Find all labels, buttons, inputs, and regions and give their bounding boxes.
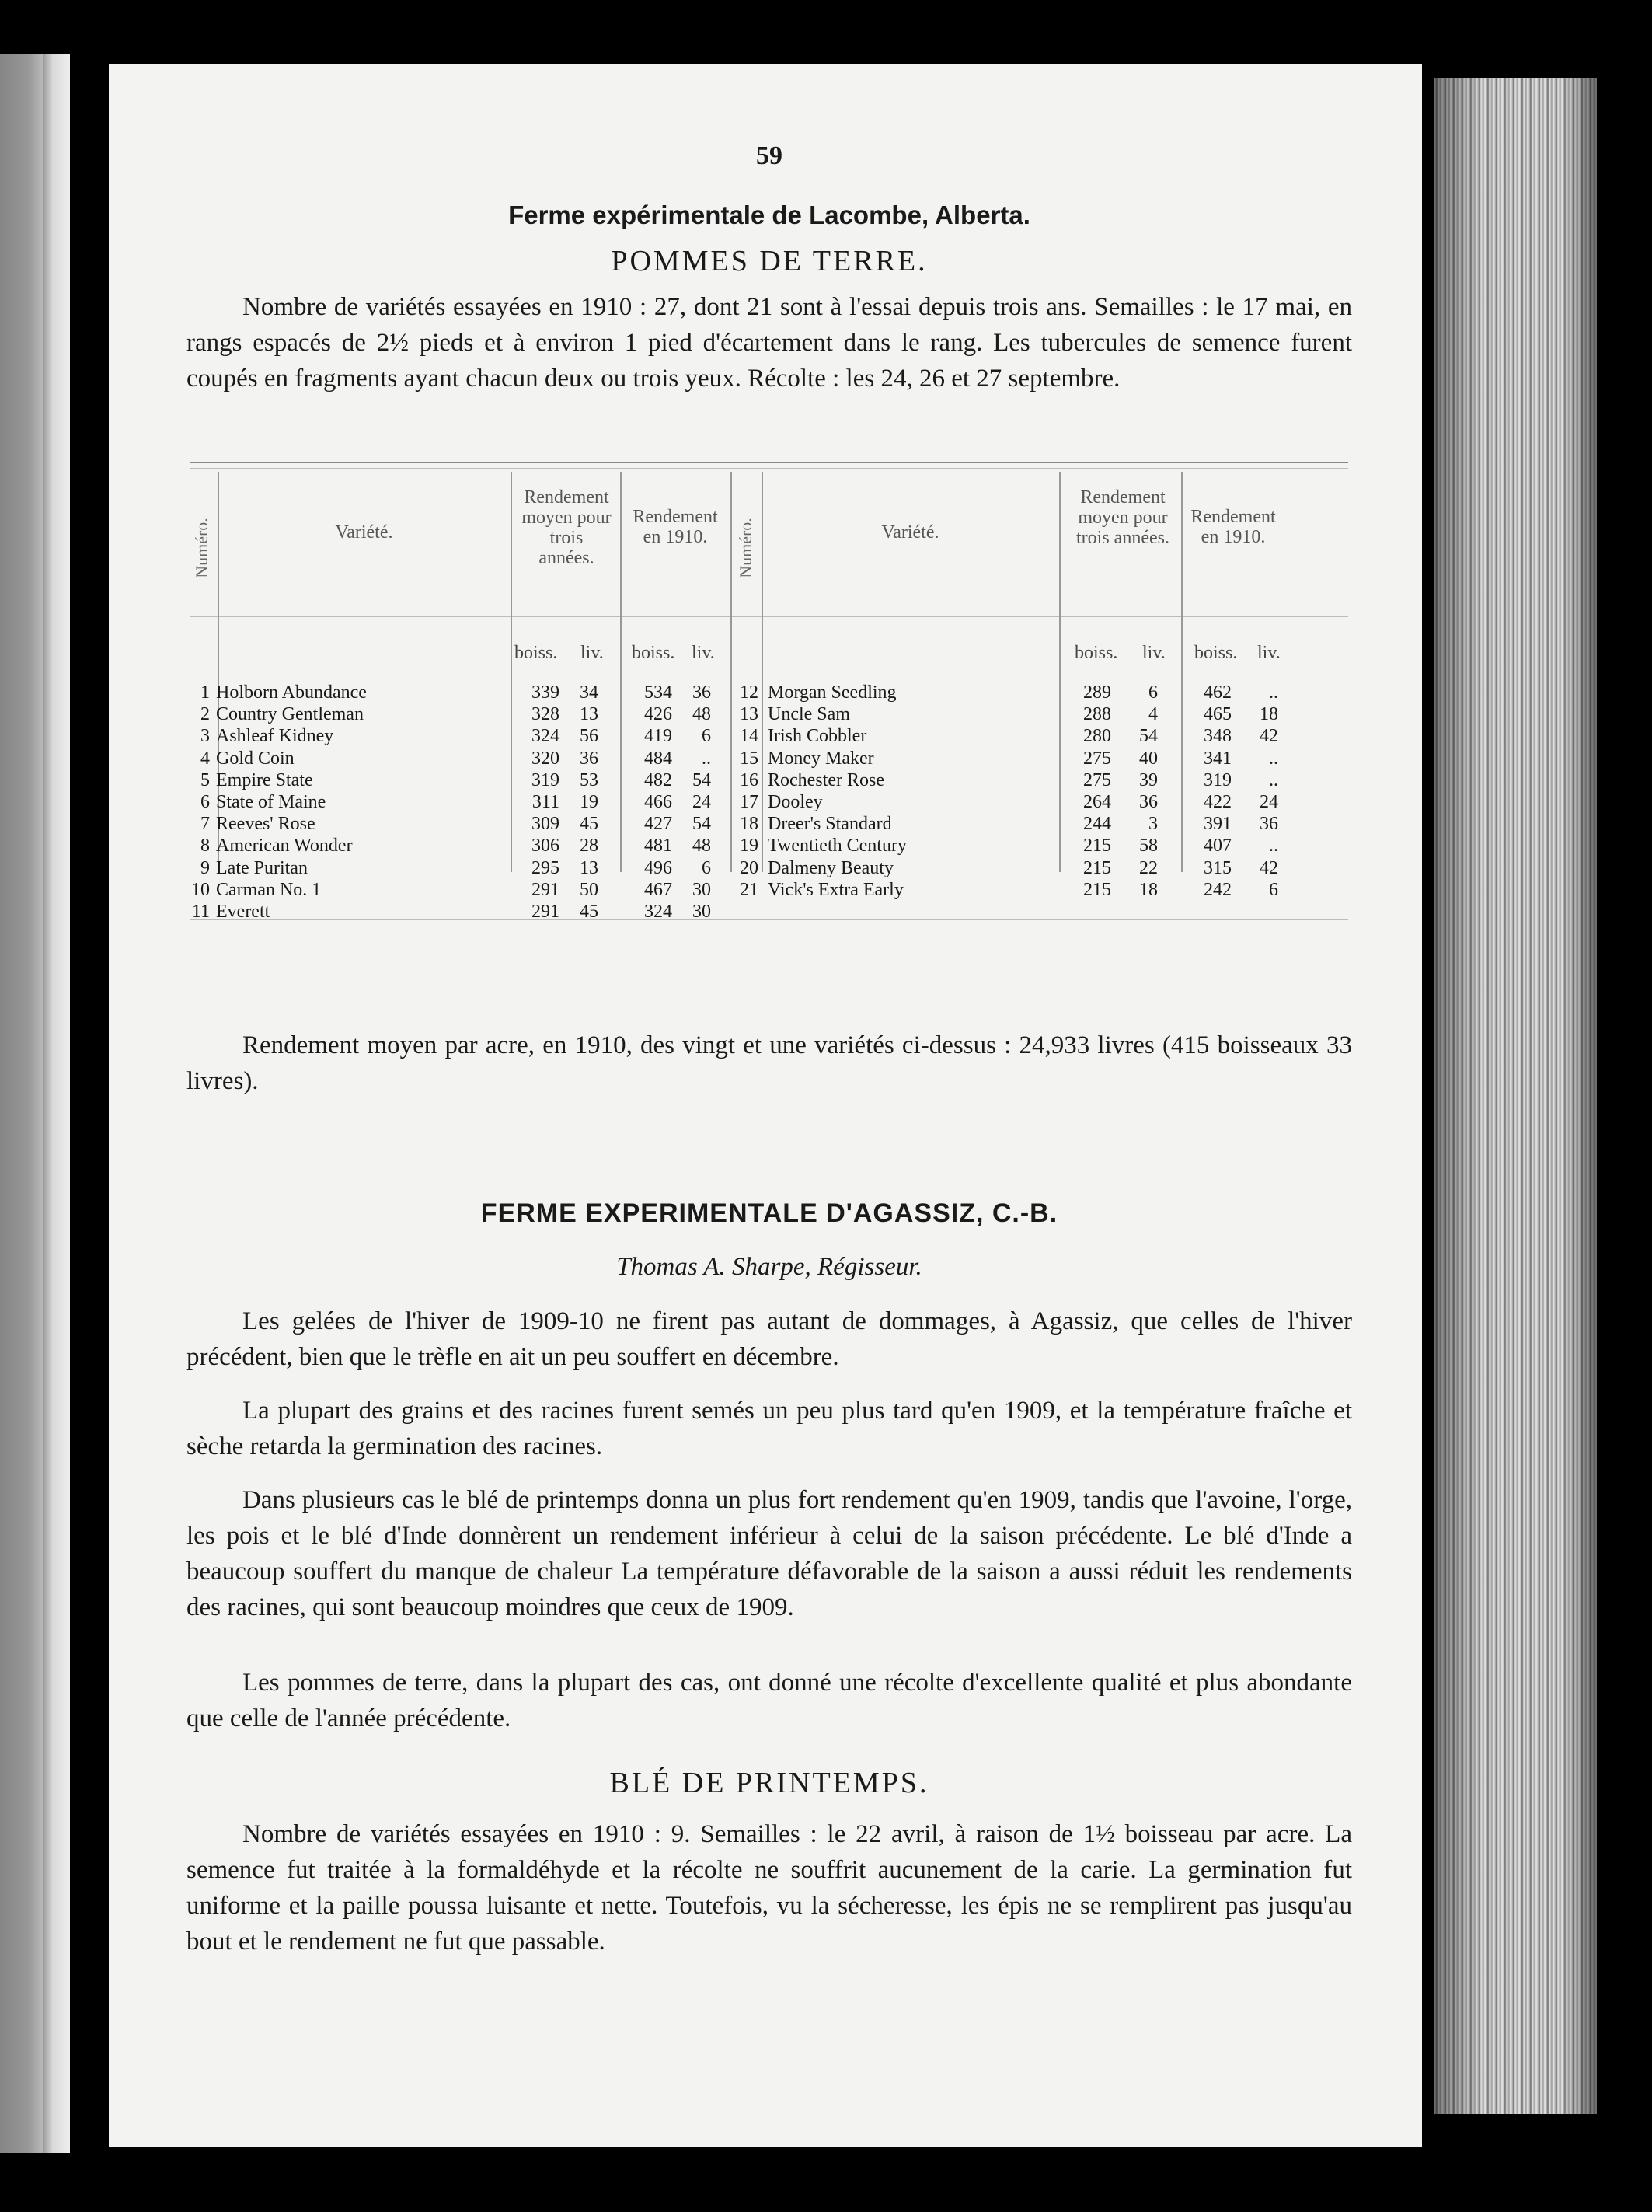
cell-b3: 275 — [1083, 748, 1111, 769]
cell-b3: 295 — [531, 857, 559, 878]
table-row — [186, 879, 730, 901]
cell-b3: 311 — [531, 791, 559, 812]
cell-b10: 465 — [1204, 704, 1232, 725]
cell-number: 5 — [200, 769, 210, 790]
cell-variety: Ashleaf Kidney — [216, 726, 334, 747]
cell-variety: Carman No. 1 — [216, 879, 322, 900]
cell-variety: Dalmeny Beauty — [768, 857, 894, 878]
cell-number: 11 — [191, 901, 210, 922]
agassiz-paragraph-4: Les pommes de terre, dans la plupart des cas, ont donné une récolte d'excellente qualité et plus abondante que celle de l'année précédente. — [186, 1669, 1352, 1732]
previous-page-sliver — [0, 54, 43, 2153]
cell-b10: 496 — [644, 857, 672, 878]
agassiz-farm-title: FERME EXPERIMENTALE D'AGASSIZ, C.-B. — [480, 1198, 1058, 1228]
table-top-rule — [190, 462, 1348, 463]
cell-number: 12 — [740, 682, 758, 703]
cell-variety: Gold Coin — [216, 748, 295, 769]
lacombe-farm-title: Ferme expérimentale de Lacombe, Alberta. — [508, 201, 1030, 229]
table-top-rule-2 — [190, 468, 1348, 469]
header-variete-right: Variété. — [881, 522, 939, 543]
cell-l3: 40 — [1139, 748, 1158, 769]
cell-number: 13 — [740, 704, 758, 725]
cell-b10: 466 — [644, 791, 672, 812]
cell-b10: 481 — [644, 836, 672, 857]
cell-variety: Empire State — [216, 769, 313, 790]
cell-b10: 426 — [644, 704, 672, 725]
table-row — [186, 835, 730, 857]
cell-b3: 215 — [1083, 836, 1111, 857]
cell-variety: Reeves' Rose — [216, 814, 315, 835]
cell-b3: 291 — [531, 879, 559, 900]
cell-b3: 339 — [531, 682, 559, 703]
cell-variety: Everett — [216, 901, 270, 922]
cell-b10: 324 — [644, 901, 672, 922]
cell-l3: 18 — [1139, 879, 1158, 900]
cell-l10: 42 — [1260, 857, 1278, 878]
cell-l3: 45 — [580, 901, 598, 922]
cell-number: 6 — [200, 791, 210, 812]
cell-number: 20 — [740, 857, 758, 878]
cell-l3: 28 — [580, 836, 598, 857]
cell-number: 1 — [200, 682, 210, 703]
cell-l3: 22 — [1139, 857, 1158, 878]
cell-l10: 18 — [1260, 704, 1278, 725]
cell-l3: 4 — [1148, 704, 1158, 725]
cell-variety: Money Maker — [768, 748, 874, 769]
table-row — [730, 703, 1352, 725]
cell-l3: 13 — [580, 704, 598, 725]
cell-l10: 36 — [1260, 814, 1278, 835]
table-row — [730, 748, 1352, 769]
cell-l3: 56 — [580, 726, 598, 747]
agassiz-paragraph-2: La plupart des grains et des racines furent semés un peu plus tard qu'en 1909, et la température fraîche et sèche retarda la germination des racines. — [186, 1397, 1352, 1460]
unit-boiss: boiss. — [1075, 643, 1118, 663]
cell-b3: 328 — [531, 704, 559, 725]
table-bottom-rule — [190, 919, 1348, 920]
table-row — [186, 791, 730, 813]
header-rend-1910-right: Rendement en 1910. — [1190, 507, 1276, 547]
cell-number: 15 — [740, 748, 758, 769]
cell-l10: 30 — [692, 901, 711, 922]
cell-variety: Uncle Sam — [768, 704, 850, 725]
cell-l10: .. — [1269, 836, 1278, 857]
table-rows-left — [186, 682, 730, 923]
cell-b3: 215 — [1083, 857, 1111, 878]
table-row — [730, 682, 1352, 703]
cell-b10: 407 — [1204, 836, 1232, 857]
lacombe-summary: Rendement moyen par acre, en 1910, des vingt et une variétés ci-dessus : 24,933 livres (415 boisseaux 33 livres). — [186, 1031, 1352, 1095]
table-row — [186, 748, 730, 769]
cell-b10: 341 — [1204, 748, 1232, 769]
cell-number: 18 — [740, 814, 758, 835]
table-header-rule — [190, 616, 1348, 617]
cell-variety: State of Maine — [216, 791, 326, 812]
cell-b3: 275 — [1083, 769, 1111, 790]
unit-boiss: boiss. — [1194, 643, 1238, 663]
cell-l10: 48 — [692, 704, 711, 725]
agassiz-paragraph-1: Les gelées de l'hiver de 1909-10 ne firent pas autant de dommages, à Agassiz, que celles de l'hiver précédent, bien que le trèfle en ait un peu souffert en décembre. — [186, 1307, 1352, 1371]
cell-l3: 54 — [1139, 726, 1158, 747]
cell-l10: 24 — [1260, 791, 1278, 812]
cell-number: 21 — [740, 879, 758, 900]
cell-l10: 42 — [1260, 726, 1278, 747]
cell-b3: 264 — [1083, 791, 1111, 812]
cell-number: 17 — [740, 791, 758, 812]
cell-variety: Country Gentleman — [216, 704, 364, 725]
table-row — [730, 879, 1352, 901]
unit-liv: liv. — [1257, 643, 1281, 663]
cell-b10: 419 — [644, 726, 672, 747]
cell-variety: Irish Cobbler — [768, 726, 867, 747]
cell-l10: .. — [1269, 682, 1278, 703]
cell-l10: 48 — [692, 836, 711, 857]
cell-l3: 36 — [580, 748, 598, 769]
cell-b3: 320 — [531, 748, 559, 769]
cell-b10: 348 — [1204, 726, 1232, 747]
header-variete-left: Variété. — [335, 522, 393, 543]
cell-l3: 6 — [1148, 682, 1158, 703]
table-row — [186, 857, 730, 879]
cell-variety: Dooley — [768, 791, 823, 812]
cell-l3: 53 — [580, 769, 598, 790]
header-numero-left: Numéro. — [192, 518, 211, 578]
document-page — [109, 64, 1422, 2147]
cell-b3: 288 — [1083, 704, 1111, 725]
cell-b10: 467 — [644, 879, 672, 900]
table-row — [730, 769, 1352, 791]
cell-number: 8 — [200, 836, 210, 857]
cell-l10: .. — [1269, 769, 1278, 790]
agassiz-regisseur: Thomas A. Sharpe, Régisseur. — [616, 1253, 922, 1281]
unit-boiss: boiss. — [632, 643, 675, 663]
page-number: 59 — [756, 141, 782, 170]
unit-boiss: boiss. — [514, 643, 558, 663]
cell-variety: Dreer's Standard — [768, 814, 892, 835]
cell-l10: .. — [702, 748, 711, 769]
cell-b3: 291 — [531, 901, 559, 922]
cell-l10: 54 — [692, 769, 711, 790]
cell-variety: Holborn Abundance — [216, 682, 367, 703]
cell-number: 3 — [200, 726, 210, 747]
header-rend-1910-left: Rendement en 1910. — [633, 507, 718, 547]
cell-l10: 54 — [692, 814, 711, 835]
table-row — [186, 682, 730, 703]
cell-b10: 534 — [644, 682, 672, 703]
unit-liv: liv. — [580, 643, 604, 663]
table-row — [730, 857, 1352, 879]
cell-l10: .. — [1269, 748, 1278, 769]
table-row — [730, 791, 1352, 813]
header-rend-trois-left: Rendement moyen pour trois années. — [521, 487, 612, 568]
potatoes-intro-paragraph: Nombre de variétés essayées en 1910 : 27, dont 21 sont à l'essai depuis trois ans. Semailles : le 17 mai, en rangs espacés de 2½ pieds et à environ 1 pied d'écartement dans le rang. Les tubercules de semence furent coupés en fragments ayant chacun deux ou trois yeux. Récolte : les 24, 26 et 27 septembre. — [186, 293, 1352, 393]
unit-liv: liv. — [1142, 643, 1166, 663]
cell-b10: 427 — [644, 814, 672, 835]
table-row — [186, 813, 730, 835]
book-edge-shadow — [1434, 78, 1597, 2114]
spring-wheat-paragraph: Nombre de variétés essayées en 1910 : 9. Semailles : le 22 avril, à raison de 1½ boisseau par acre. La semence fut traitée à la formaldéhyde et la récolte ne souffrit aucunement de la carie. La germination fut uniforme et la paille poussa luisante et nette. Toutefois, vu la sécheresse, les épis ne se remplirent pas jusqu'au bout et le rendement ne fut que passable. — [186, 1820, 1352, 1956]
spring-wheat-section-title: BLÉ DE PRINTEMPS. — [609, 1767, 929, 1799]
table-row — [730, 725, 1352, 747]
cell-b10: 484 — [644, 748, 672, 769]
cell-b3: 319 — [531, 769, 559, 790]
cell-b3: 309 — [531, 814, 559, 835]
cell-l3: 36 — [1139, 791, 1158, 812]
unit-liv: liv. — [692, 643, 715, 663]
cell-b10: 315 — [1204, 857, 1232, 878]
table-row — [186, 769, 730, 791]
cell-l10: 6 — [702, 857, 711, 878]
cell-b3: 289 — [1083, 682, 1111, 703]
table-rows-right — [730, 682, 1352, 901]
cell-l3: 58 — [1139, 836, 1158, 857]
cell-l10: 30 — [692, 879, 711, 900]
cell-l10: 36 — [692, 682, 711, 703]
cell-b10: 482 — [644, 769, 672, 790]
cell-b10: 319 — [1204, 769, 1232, 790]
cell-number: 19 — [740, 836, 758, 857]
cell-b3: 306 — [531, 836, 559, 857]
cell-b10: 242 — [1204, 879, 1232, 900]
cell-b3: 324 — [531, 726, 559, 747]
cell-l10: 6 — [1269, 879, 1278, 900]
potatoes-section-title: POMMES DE TERRE. — [611, 245, 928, 277]
cell-number: 9 — [200, 857, 210, 878]
cell-variety: Vick's Extra Early — [768, 879, 904, 900]
cell-b3: 280 — [1083, 726, 1111, 747]
cell-l3: 45 — [580, 814, 598, 835]
cell-l3: 34 — [580, 682, 598, 703]
agassiz-paragraph-3: Dans plusieurs cas le blé de printemps donna un plus fort rendement qu'en 1909, tandis que l'avoine, l'orge, les pois et le blé d'Inde donnèrent un rendement inférieur à celui de la saison précédente. Le blé d'Inde a beaucoup souffert du manque de chaleur La température défavorable de la saison a aussi réduit les rendements des racines, qui sont beaucoup moindres que ceux de 1909. — [186, 1486, 1352, 1621]
table-row — [186, 703, 730, 725]
table-row — [186, 725, 730, 747]
cell-l3: 50 — [580, 879, 598, 900]
cell-variety: Morgan Seedling — [768, 682, 897, 703]
cell-variety: American Wonder — [216, 836, 353, 857]
header-numero-right: Numéro. — [736, 518, 755, 578]
cell-l10: 24 — [692, 791, 711, 812]
table-row — [730, 813, 1352, 835]
cell-b3: 244 — [1083, 814, 1111, 835]
cell-l3: 39 — [1139, 769, 1158, 790]
cell-b3: 215 — [1083, 879, 1111, 900]
cell-variety: Late Puritan — [216, 857, 308, 878]
cell-number: 4 — [200, 748, 210, 769]
cell-b10: 462 — [1204, 682, 1232, 703]
cell-number: 10 — [191, 879, 210, 900]
header-rend-trois-right: Rendement moyen pour trois années. — [1076, 487, 1169, 548]
cell-number: 2 — [200, 704, 210, 725]
cell-b10: 422 — [1204, 791, 1232, 812]
cell-number: 14 — [740, 726, 758, 747]
cell-l10: 6 — [702, 726, 711, 747]
cell-variety: Rochester Rose — [768, 769, 884, 790]
cell-number: 16 — [740, 769, 758, 790]
cell-variety: Twentieth Century — [768, 836, 907, 857]
cell-l3: 3 — [1148, 814, 1158, 835]
cell-b10: 391 — [1204, 814, 1232, 835]
cell-l3: 13 — [580, 857, 598, 878]
table-row — [730, 835, 1352, 857]
cell-number: 7 — [200, 814, 210, 835]
cell-l3: 19 — [580, 791, 598, 812]
